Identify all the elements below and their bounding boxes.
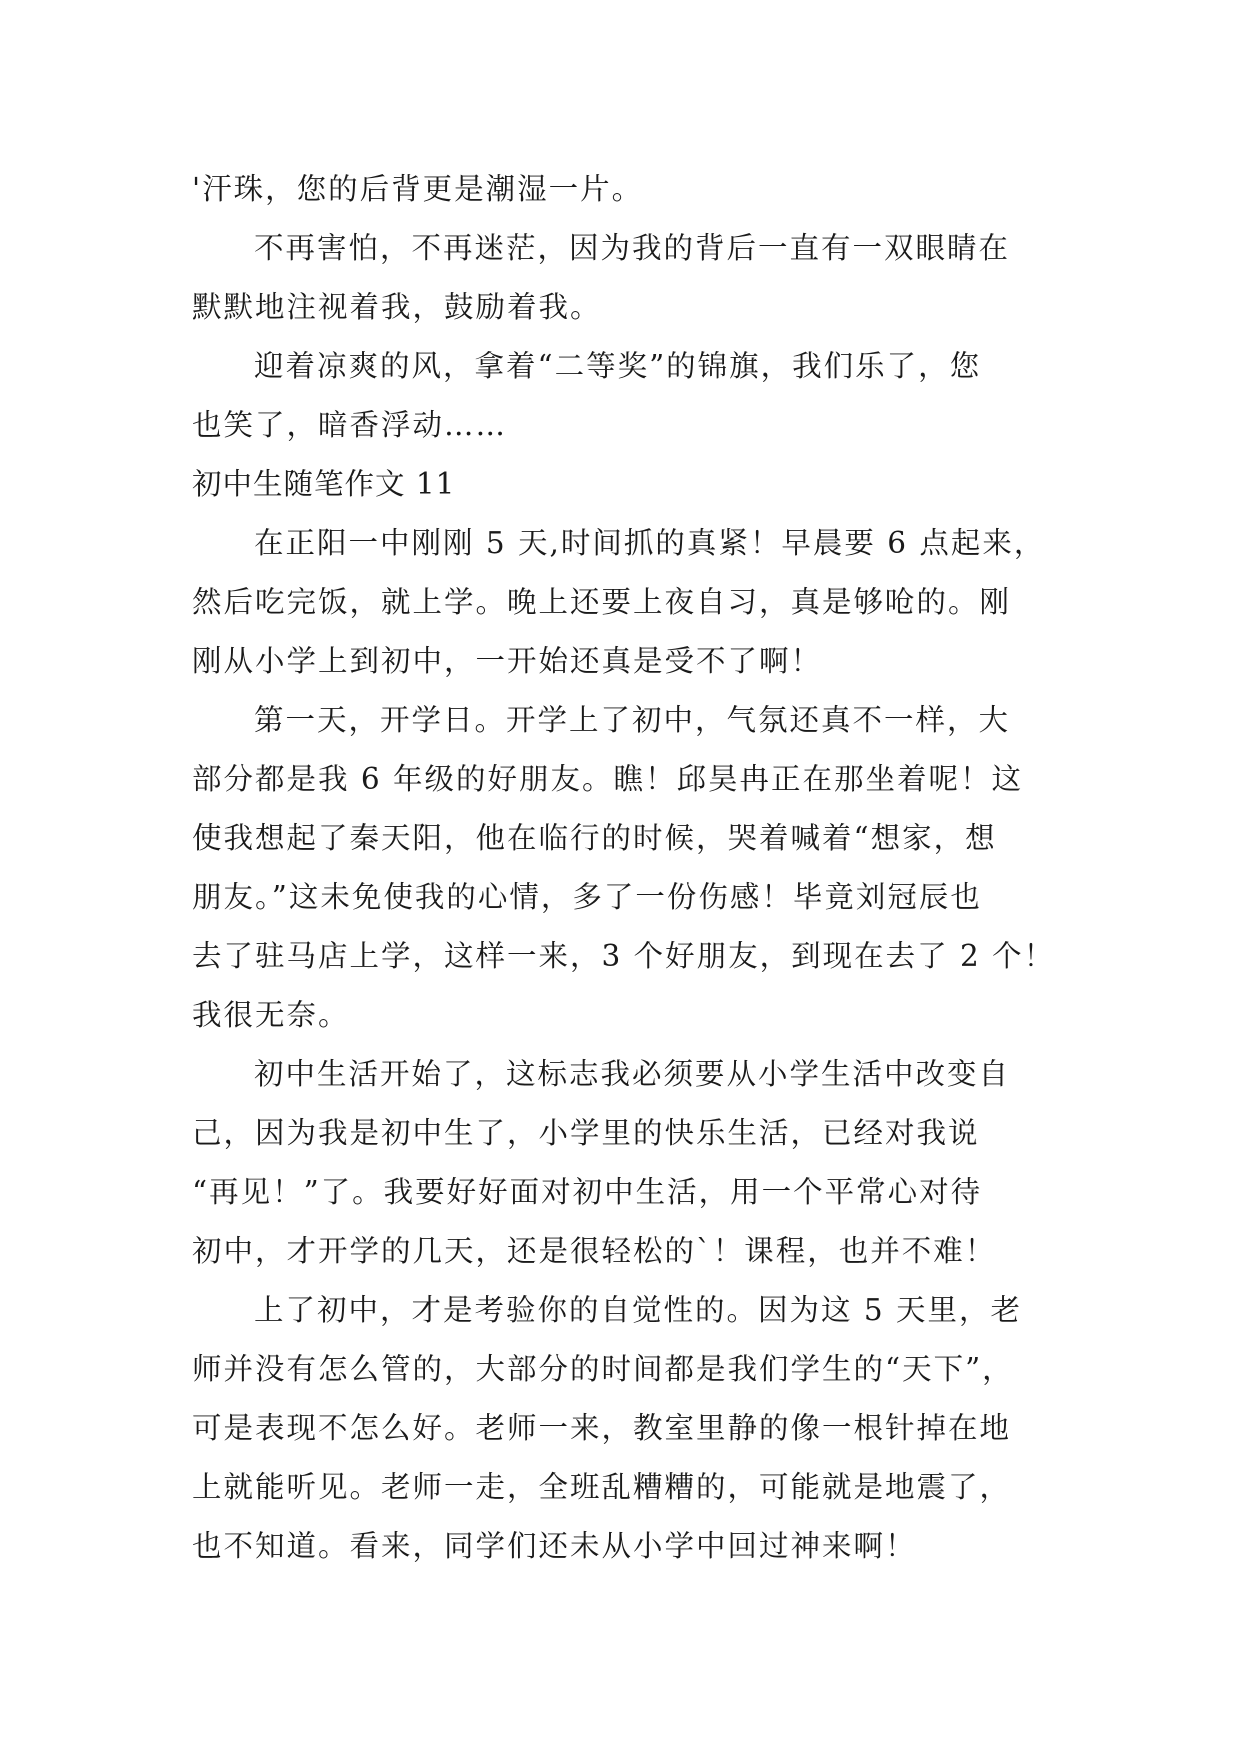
text-line: 可是表现不怎么好。老师一来，教室里静的像一根针掉在地 xyxy=(192,1411,1012,1445)
text-line: 上了初中，才是考验你的自觉性的。因为这 5 天里，老 xyxy=(254,1293,1023,1327)
text-line: 不再害怕，不再迷茫，因为我的背后一直有一双眼睛在 xyxy=(254,231,1011,265)
text-line: 刚从小学上到初中，一开始还真是受不了啊！ xyxy=(192,644,823,678)
text-line: 然后吃完饭，就上学。晚上还要上夜自习，真是够呛的。刚 xyxy=(192,585,1012,619)
text-line: 也不知道。看来，同学们还未从小学中回过神来啊！ xyxy=(192,1529,917,1563)
text-line: '汗珠，您的后背更是潮湿一片。 xyxy=(192,172,644,206)
text-line: 也笑了，暗香浮动…… xyxy=(192,408,508,442)
section-heading: 初中生随笔作文 11 xyxy=(192,467,456,501)
text-line: 迎着凉爽的风，拿着“二等奖”的锦旗，我们乐了，您 xyxy=(254,349,982,383)
text-line: 初中，才开学的几天，还是很轻松的`！课程，也并不难！ xyxy=(192,1234,997,1268)
text-line: 我很无奈。 xyxy=(192,998,350,1032)
text-line: 部分都是我 6 年级的好朋友。瞧！邱昊冉正在那坐着呢！这 xyxy=(192,762,1024,796)
text-line: 去了驻马店上学，这样一来，3 个好朋友，到现在去了 2 个！ xyxy=(192,939,1056,973)
text-line: 默默地注视着我，鼓励着我。 xyxy=(192,290,602,324)
text-line: 上就能听见。老师一走，全班乱糟糟的，可能就是地震了， xyxy=(192,1470,1012,1504)
text-line: 师并没有怎么管的，大部分的时间都是我们学生的“天下”， xyxy=(192,1352,1014,1386)
text-line: 第一天，开学日。开学上了初中，气氛还真不一样，大 xyxy=(254,703,1011,737)
document-page xyxy=(192,160,1056,1576)
text-line: 己，因为我是初中生了，小学里的快乐生活，已经对我说 xyxy=(192,1116,980,1150)
text-line: 朋友。”这未免使我的心情，多了一份伤感！毕竟刘冠辰也 xyxy=(192,880,982,914)
text-line: 使我想起了秦天阳，他在临行的时候，哭着喊着“想家，想 xyxy=(192,821,997,855)
text-line: 初中生活开始了，这标志我必须要从小学生活中改变自 xyxy=(254,1057,1011,1091)
text-line: “再见！”了。我要好好面对初中生活，用一个平常心对待 xyxy=(192,1175,983,1209)
text-line: 在正阳一中刚刚 5 天,时间抓的真紧！早晨要 6 点起来， xyxy=(254,526,1046,560)
